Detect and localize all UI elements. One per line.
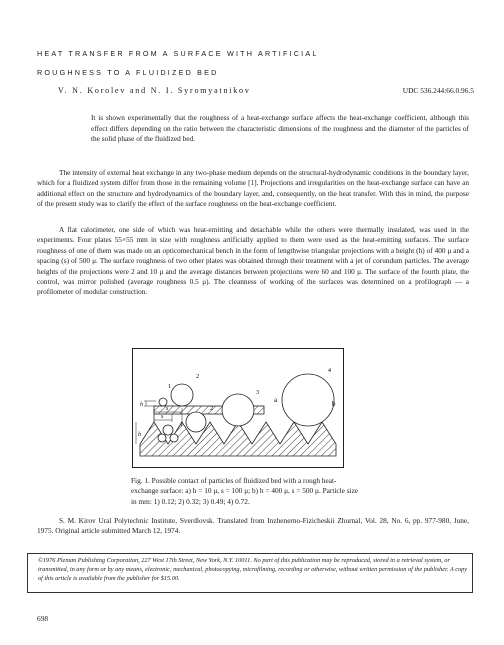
label-1-a: 1 [168, 384, 171, 390]
label-panel-b: b [332, 400, 336, 408]
particle-b-3 [222, 394, 254, 426]
label-h-b: h [138, 432, 141, 438]
particle-b-1c [170, 434, 178, 442]
particle-a-1 [159, 398, 167, 406]
label-3-b: 3 [256, 390, 259, 396]
footnote-affiliation: S. M. Kirov Ural Polytechnic Institute, Sverdlovsk. Translated from Inzhenerno-Fizicheskii Zhurnal, Vol. 28, No. 6, pp. 977-980, June, 1975. Original article submitted March 12, 1974. [37, 516, 469, 536]
title-line-1: HEAT TRANSFER FROM A SURFACE WITH ARTIFICIAL [37, 49, 319, 58]
label-h-a: h [140, 402, 143, 408]
page-number: 698 [37, 614, 49, 623]
particle-a-2 [171, 384, 193, 406]
label-s-a: s [161, 414, 164, 420]
title-line-2: ROUGHNESS TO A FLUIDIZED BED [37, 68, 219, 77]
particle-b-1 [163, 425, 173, 435]
copyright-notice: ©1976 Plenum Publishing Corporation, 227 West 17th Street, New York, N.Y. 10011. No part of this publication may be reproduced, stored in a retrieval system, or transmitted, in any form or by any means, electronic, mechanical, photocopying, microfilming, recording or otherwise, without written permission of the publisher. A copy of this article is available from the publisher for $15.00. [27, 553, 473, 593]
label-panel-a: a [274, 396, 278, 404]
paragraph-intro: The intensity of external heat exchange in any two-phase medium depends on the structural-hydrodynamic conditions in the boundary layer, which for a fluidized system differ from those in the remaining volume [1]. Projections and irregularities on the heat-exchange surface can have an additional effect on the structure and hydrodynamics of the boundary layer, and, consequently, on the heat transfer. With this in mind, the purpose of the present study was to clarify the effect of the surface roughness on the heat-exchange coefficient. [37, 168, 469, 209]
label-s-b: s [166, 406, 169, 412]
particle-b-2 [186, 412, 206, 432]
figure-caption: Fig. 1. Possible contact of particles of fluidized bed with a rough heat-exchange surface: a) h = 10 μ, s = 100 μ; b) h = 400 μ, s = 500 μ. Particle size in mm: 1) 0.12; 2) 0.32; 3) 0.49; 4) 0.72. [131, 476, 359, 506]
figure-rough-surface [132, 348, 344, 468]
label-2-b: 2 [210, 406, 213, 412]
label-1-b: 1 [180, 422, 183, 428]
label-4-b: 4 [328, 368, 331, 374]
authors: V. N. Korolev and N. I. Syromyatnikov [58, 86, 251, 95]
particle-b-1b [158, 434, 166, 442]
particle-b-4 [282, 374, 334, 426]
label-2-a: 2 [196, 374, 199, 380]
paragraph-method: A flat calorimeter, one side of which was heat-emitting and detachable while the others were thermally insulated, was used in the experiments. Four plates 55×55 mm in size with roughness artificially applied to them were used as the heat-emitting surfaces. The surface roughness of one of them was made on an opticomechanical bench in the form of lengthwise triangular projections with a height (h) of 400 μ and a spacing (s) of 500 μ. The surface roughness of two other plates was obtained through their treatment with a jet of corundum particles. The average heights of the projections were 2 and 10 μ and the average distances between projections were 60 and 100 μ. The surface of the fourth plate, the control, was mirror polished (average roughness 0.5 μ). The cleanness of working of the surfaces was determined on a profilograph — a profilometer of modular construction. [37, 225, 469, 297]
article-title [37, 44, 319, 82]
udc-code: UDC 536.244:66.0.96.5 [402, 86, 474, 95]
abstract: It is shown experimentally that the roughness of a heat-exchange surface affects the heat-exchange coefficient, although this effect differs depending on the ratio between the characteristic dimensions of the roughness and the diameter of the particles of the solid phase of the fluidized bed. [91, 113, 469, 143]
